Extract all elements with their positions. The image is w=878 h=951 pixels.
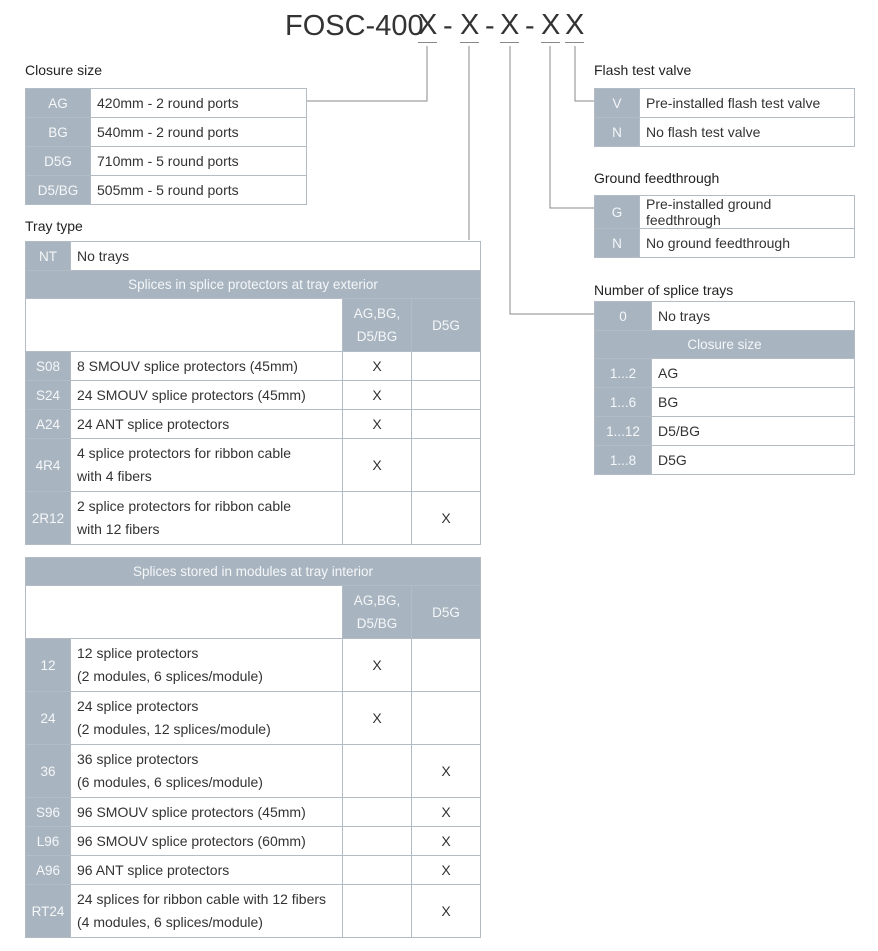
table-row xyxy=(26,176,307,205)
mark-cell xyxy=(343,798,412,827)
table-row xyxy=(26,492,481,545)
desc-cell: No ground feedthrough xyxy=(640,229,855,258)
flash-test-valve-label: Flash test valve xyxy=(594,62,692,78)
table-row xyxy=(26,89,307,118)
desc-cell: AG xyxy=(652,359,855,388)
mark-cell: X xyxy=(412,492,481,545)
table-row xyxy=(595,388,855,417)
desc-line: with 4 fibers xyxy=(77,468,152,484)
ground-feedthrough-label: Ground feedthrough xyxy=(594,170,720,186)
table-row xyxy=(26,856,481,885)
title-prefix: FOSC-400 xyxy=(285,10,424,42)
desc-cell: Pre-installed ground feedthrough xyxy=(640,196,855,229)
desc-line: 24 splice protectors xyxy=(77,698,199,714)
desc-cell: 96 SMOUV splice protectors (45mm) xyxy=(71,798,343,827)
code-cell: A96 xyxy=(26,856,71,885)
mark-cell xyxy=(412,352,481,381)
connector-splice-trays xyxy=(510,46,594,314)
code-cell: S24 xyxy=(26,381,71,410)
mark-cell xyxy=(412,692,481,745)
table-row xyxy=(26,410,481,439)
mark-cell xyxy=(343,856,412,885)
title-x-splice-trays: X xyxy=(500,9,520,41)
column-header-row xyxy=(26,299,481,352)
table-row xyxy=(26,242,481,271)
table-row xyxy=(595,229,855,258)
desc-cell: Pre-installed flash test valve xyxy=(640,89,855,118)
section-header-row xyxy=(26,271,481,299)
mark-cell xyxy=(412,639,481,692)
code-cell: 0 xyxy=(595,302,652,331)
table-row xyxy=(26,692,481,745)
code-cell: NT xyxy=(26,242,71,271)
desc-cell: 24 ANT splice protectors xyxy=(71,410,343,439)
column-header-line: D5/BG xyxy=(356,329,398,344)
title-dash-2: - xyxy=(485,10,495,42)
table-row xyxy=(595,417,855,446)
table-row xyxy=(26,827,481,856)
mark-cell: X xyxy=(343,692,412,745)
code-cell: L96 xyxy=(26,827,71,856)
mark-cell xyxy=(412,439,481,492)
desc-cell: D5G xyxy=(652,446,855,475)
code-cell: 36 xyxy=(26,745,71,798)
mark-cell: X xyxy=(343,639,412,692)
blank-header-cell xyxy=(26,299,343,352)
closure-size-label: Closure size xyxy=(25,62,103,78)
desc-cell: BG xyxy=(652,388,855,417)
column-header-row xyxy=(26,586,481,639)
mark-cell: X xyxy=(412,798,481,827)
desc-cell: No flash test valve xyxy=(640,118,855,147)
title-dash-3: - xyxy=(525,10,535,42)
code-cell: 2R12 xyxy=(26,492,71,545)
table-row xyxy=(26,352,481,381)
table-row xyxy=(595,302,855,331)
mark-cell: X xyxy=(343,381,412,410)
title-x-flash-valve: X xyxy=(565,9,585,41)
desc-cell: No trays xyxy=(652,302,855,331)
desc-cell: 24 SMOUV splice protectors (45mm) xyxy=(71,381,343,410)
code-cell: 1...8 xyxy=(595,446,652,475)
code-cell: G xyxy=(595,196,640,229)
column-header-d5g: D5G xyxy=(412,299,481,352)
ground-feedthrough-table xyxy=(594,195,855,258)
code-cell: 4R4 xyxy=(26,439,71,492)
connector-ground xyxy=(550,46,594,208)
code-cell: D5G xyxy=(26,147,91,176)
code-cell: N xyxy=(595,118,640,147)
mark-cell: X xyxy=(343,352,412,381)
table-row xyxy=(26,798,481,827)
title-x-tray-type: X xyxy=(460,9,480,41)
desc-cell xyxy=(71,439,343,492)
desc-line: 2 splice protectors for ribbon cable xyxy=(77,498,291,514)
code-cell: 1...2 xyxy=(595,359,652,388)
desc-line: (4 modules, 6 splices/module) xyxy=(77,914,263,930)
section-header-row xyxy=(595,331,855,359)
code-cell: 1...6 xyxy=(595,388,652,417)
desc-cell: 8 SMOUV splice protectors (45mm) xyxy=(71,352,343,381)
splice-trays-table xyxy=(594,301,855,475)
code-cell: D5/BG xyxy=(26,176,91,205)
table-row xyxy=(26,147,307,176)
splice-trays-label: Number of splice trays xyxy=(594,282,734,298)
desc-cell: D5/BG xyxy=(652,417,855,446)
desc-cell: No trays xyxy=(71,242,481,271)
table-row xyxy=(26,885,481,938)
desc-cell xyxy=(71,885,343,938)
title-x-ground: X xyxy=(541,9,561,41)
mark-cell xyxy=(343,885,412,938)
mark-cell: X xyxy=(412,827,481,856)
desc-cell xyxy=(71,492,343,545)
closure-size-table xyxy=(25,88,307,205)
desc-cell: 505mm - 5 round ports xyxy=(91,176,307,205)
desc-line: (2 modules, 6 splices/module) xyxy=(77,668,263,684)
table-row xyxy=(595,446,855,475)
desc-cell xyxy=(71,692,343,745)
table-row xyxy=(26,381,481,410)
code-cell: BG xyxy=(26,118,91,147)
column-header-line: D5/BG xyxy=(356,616,398,631)
desc-line: (2 modules, 12 splices/module) xyxy=(77,721,271,737)
column-header-d5g: D5G xyxy=(412,586,481,639)
table-row xyxy=(26,118,307,147)
code-cell: AG xyxy=(26,89,91,118)
mark-cell xyxy=(343,827,412,856)
code-cell: S08 xyxy=(26,352,71,381)
column-header-ag-bg-d5bg xyxy=(343,586,412,639)
connector-flash-valve xyxy=(575,46,594,101)
desc-line: with 12 fibers xyxy=(77,521,160,537)
column-header-ag-bg-d5bg xyxy=(343,299,412,352)
mark-cell xyxy=(412,410,481,439)
closure-size-subheader: Closure size xyxy=(595,331,855,359)
table-row xyxy=(595,118,855,147)
flash-test-valve-table xyxy=(594,88,855,147)
tray-type-interior-table xyxy=(25,557,481,938)
desc-cell: 420mm - 2 round ports xyxy=(91,89,307,118)
table-row xyxy=(595,359,855,388)
table-row xyxy=(26,439,481,492)
code-cell: 1...12 xyxy=(595,417,652,446)
mark-cell: X xyxy=(343,410,412,439)
code-cell: V xyxy=(595,89,640,118)
table-row xyxy=(26,639,481,692)
desc-cell xyxy=(71,639,343,692)
desc-cell: 710mm - 5 round ports xyxy=(91,147,307,176)
mark-cell: X xyxy=(412,856,481,885)
interior-header: Splices stored in modules at tray interior xyxy=(26,558,481,586)
mark-cell xyxy=(343,492,412,545)
desc-line: (6 modules, 6 splices/module) xyxy=(77,774,263,790)
table-row xyxy=(595,196,855,229)
desc-line: 4 splice protectors for ribbon cable xyxy=(77,445,291,461)
desc-line: 24 splices for ribbon cable with 12 fibers xyxy=(77,891,327,907)
desc-cell: 96 SMOUV splice protectors (60mm) xyxy=(71,827,343,856)
mark-cell xyxy=(412,381,481,410)
exterior-header: Splices in splice protectors at tray exterior xyxy=(26,271,481,299)
tray-type-label: Tray type xyxy=(25,218,83,234)
desc-cell: 96 ANT splice protectors xyxy=(71,856,343,885)
mark-cell: X xyxy=(343,439,412,492)
code-cell: A24 xyxy=(26,410,71,439)
title-dash-1: - xyxy=(443,10,453,42)
mark-cell: X xyxy=(412,745,481,798)
connector-closure-size xyxy=(307,46,427,101)
code-cell: S96 xyxy=(26,798,71,827)
code-cell: RT24 xyxy=(26,885,71,938)
title-x-closure-size: X xyxy=(418,9,438,41)
desc-line: 12 splice protectors xyxy=(77,645,199,661)
column-header-line: AG,BG, xyxy=(353,306,401,321)
column-header-line: AG,BG, xyxy=(353,593,401,608)
tray-type-exterior-table xyxy=(25,241,481,545)
blank-header-cell xyxy=(26,586,343,639)
section-header-row xyxy=(26,558,481,586)
table-row xyxy=(595,89,855,118)
code-cell: N xyxy=(595,229,640,258)
code-cell: 24 xyxy=(26,692,71,745)
mark-cell xyxy=(343,745,412,798)
desc-cell: 540mm - 2 round ports xyxy=(91,118,307,147)
desc-line: 36 splice protectors xyxy=(77,751,199,767)
table-row xyxy=(26,745,481,798)
desc-cell xyxy=(71,745,343,798)
mark-cell: X xyxy=(412,885,481,938)
code-cell: 12 xyxy=(26,639,71,692)
